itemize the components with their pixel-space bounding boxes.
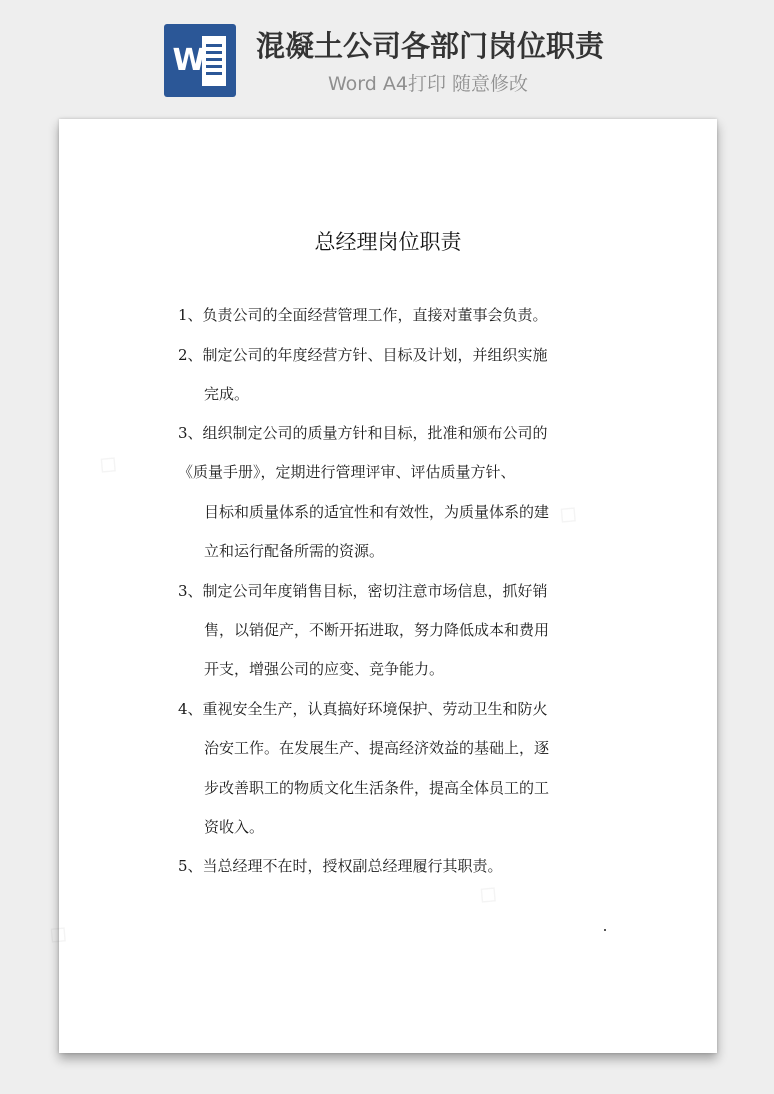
duty-line: 5、当总经理不在时，授权副总经理履行其职责。 [178,857,503,875]
watermark: ◇ [551,496,587,532]
word-doc-icon [164,24,236,97]
duty-line: 2、制定公司的年度经营方针、目标及计划，并组织实施 [178,346,548,364]
duty-line: 3、制定公司年度销售目标，密切注意市场信息，抓好销 [178,582,548,600]
document-title: 总经理岗位职责 [314,230,462,254]
stray-mark [604,929,606,931]
duty-line: 资收入。 [204,818,265,836]
duty-list [59,119,717,1053]
watermark: ◇ [41,916,77,952]
document-page [41,119,717,1053]
duty-line: 售，以销促产，不断开拓进取，努力降低成本和费用 [204,621,550,639]
duty-line: 4、重视安全生产，认真搞好环境保护、劳动卫生和防火 [178,700,548,718]
header-banner [0,0,774,110]
page-subtitle: Word A4打印 随意修改 [328,73,529,95]
page-title: 混凝土公司各部门岗位职责 [256,29,605,63]
duty-line: 3、组织制定公司的质量方针和目标，批准和颁布公司的 [178,424,548,442]
word-icon-letter: W [172,43,206,78]
duty-line: 开支，增强公司的应变、竞争能力。 [204,660,445,678]
duty-line: 完成。 [204,385,250,403]
duty-line: 立和运行配备所需的资源。 [204,542,385,560]
duty-line: 目标和质量体系的适宜性和有效性，为质量体系的建 [204,503,550,521]
duty-line: 《质量手册》，定期进行管理评审、评估质量方针、 [178,463,516,481]
duty-line: 步改善职工的物质文化生活条件，提高全体员工的工 [204,779,550,797]
watermark: ◇ [471,876,507,912]
watermark: ◇ [91,446,127,482]
duty-line: 1、负责公司的全面经营管理工作，直接对董事会负责。 [178,306,548,324]
duty-line: 治安工作。在发展生产、提高经济效益的基础上，逐 [204,739,550,757]
